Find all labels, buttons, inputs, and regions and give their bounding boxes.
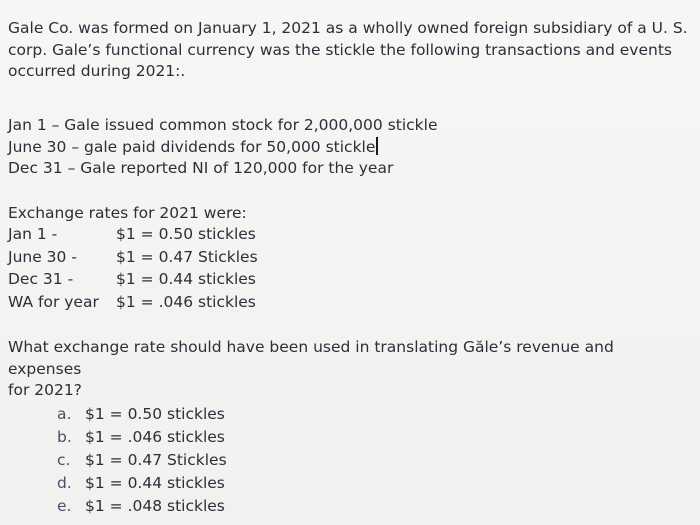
exchange-rates-table xyxy=(8,224,258,314)
answer-options xyxy=(57,404,227,519)
option-letter: c. xyxy=(57,451,71,469)
option-letter: d. xyxy=(57,474,72,492)
rates-title: Exchange rates for 2021 were: xyxy=(8,204,247,222)
intro-line: occurred during 2021:. xyxy=(8,62,186,80)
intro-paragraph xyxy=(8,18,688,83)
rate-label: Jan 1 - xyxy=(8,225,58,243)
answer-option-e[interactable] xyxy=(57,496,227,519)
intro-line: Gale Co. was formed on January 1, 2021 as a wholly owned foreign subsidiary of a U. S. xyxy=(8,19,688,37)
option-text: $1 = .046 stickles xyxy=(85,428,225,446)
rate-label: Dec 31 - xyxy=(8,270,74,288)
rate-value: $1 = 0.44 stickles xyxy=(116,270,256,288)
transactions-list xyxy=(8,115,438,180)
rate-row xyxy=(8,224,258,247)
option-text: $1 = 0.47 Stickles xyxy=(85,451,227,469)
option-text: $1 = 0.50 stickles xyxy=(85,405,225,423)
question-line: What exchange rate should have been used in translating Găle’s revenue and expenses xyxy=(8,338,614,378)
option-letter: e. xyxy=(57,497,72,515)
rate-row xyxy=(8,269,258,292)
answer-option-b[interactable] xyxy=(57,427,227,450)
transaction-line: Dec 31 – Gale reported NI of 120,000 for the year xyxy=(8,159,394,177)
transaction-line: Jan 1 – Gale issued common stock for 2,000,000 stickle xyxy=(8,116,438,134)
option-text: $1 = .048 stickles xyxy=(85,497,225,515)
rate-value: $1 = 0.47 Stickles xyxy=(116,247,258,266)
intro-line: corp. Gale’s functional currency was the stickle the following transactions and events xyxy=(8,40,672,59)
rate-label: WA for year xyxy=(8,292,99,311)
option-letter: a. xyxy=(57,405,72,423)
rate-label: June 30 - xyxy=(8,247,77,266)
option-letter: b. xyxy=(57,428,72,446)
transaction-line xyxy=(8,137,438,159)
text-cursor xyxy=(376,137,378,155)
option-text: $1 = 0.44 stickles xyxy=(85,474,225,492)
rate-value: $1 = .046 stickles xyxy=(116,292,256,311)
rate-row xyxy=(8,247,258,270)
transaction-text: June 30 – gale paid dividends for 50,000 stickle xyxy=(8,137,376,156)
question-text xyxy=(8,337,688,402)
rate-row xyxy=(8,292,258,315)
answer-option-c[interactable] xyxy=(57,450,227,473)
answer-option-d[interactable] xyxy=(57,473,227,496)
rate-value: $1 = 0.50 stickles xyxy=(116,225,256,243)
answer-option-a[interactable] xyxy=(57,404,227,427)
question-line: for 2021? xyxy=(8,381,82,399)
